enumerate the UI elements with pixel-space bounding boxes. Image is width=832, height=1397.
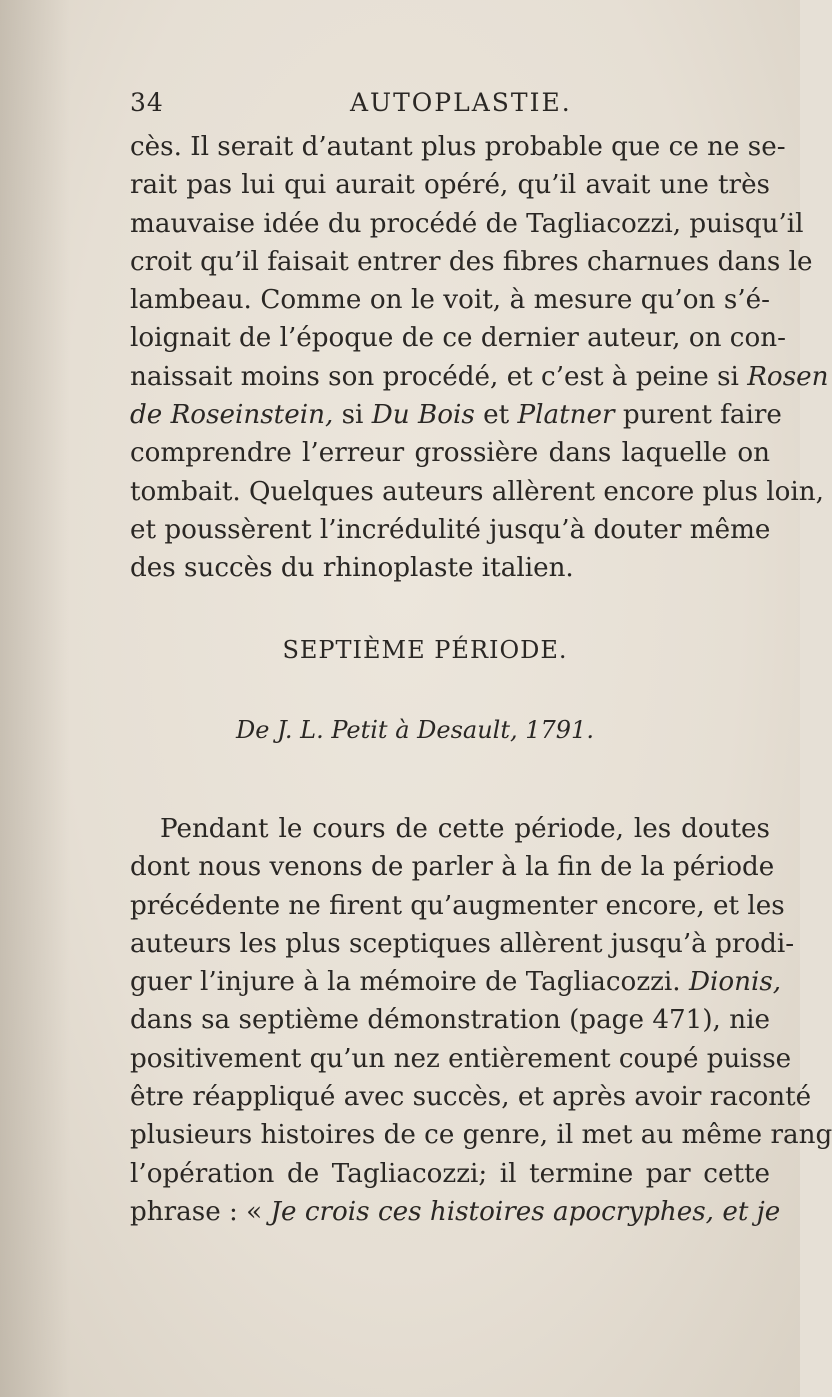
text-line: tombait. Quelques auteurs allèrent encore plus loin, [130,476,824,507]
author-name-italic: Rosen [747,361,829,392]
text-line [130,396,782,434]
text-line [130,358,829,396]
running-title: AUTOPLASTIE. [350,88,572,117]
text-line [130,1193,781,1231]
text-fragment: guer l’injure à la mémoire de Tagliacozzi. [130,967,681,998]
text-line: Pendant le cours de cette période, les doutes [160,814,770,844]
text-fragment: si [341,400,364,431]
author-name-italic: de Roseinstein, [130,400,334,431]
section-subtitle-text: De J. L. Petit à Desault, 1791. [236,716,594,744]
text-line [130,963,782,1001]
quotation-italic: Je crois ces histoires apocryphes, et je [270,1196,781,1227]
text-line: plusieurs histoires de ce genre, il met au même rang [130,1120,832,1151]
text-line: des succès du rhinoplaste italien. [130,553,574,584]
page-gutter-shadow [0,0,70,1397]
text-line: et poussèrent l’incrédulité jusqu’à douter même [130,514,771,545]
text-line: lambeau. Comme on le voit, à mesure qu’on s’é- [130,285,770,316]
text-line: auteurs les plus sceptiques allèrent jusqu’à prodi- [130,928,795,959]
text-fragment: purent faire [622,400,782,431]
text-fragment: et [483,400,510,431]
text-line: être réappliqué avec succès, et après avoir raconté [130,1082,812,1113]
text-line: mauvaise idée du procédé de Tagliacozzi, puisqu’il [130,208,804,239]
section-subtitle [0,716,800,744]
text-fragment: phrase : « [130,1196,263,1227]
page-header [130,88,770,124]
text-line: rait pas lui qui aurait opéré, qu’il avait une très [130,170,770,201]
text-fragment: naissait moins son procédé, et c’est à peine si [130,361,739,392]
section-heading [0,636,800,664]
author-name-italic: Platner [517,400,615,431]
text-line: comprendre l’erreur grossière dans laquelle on [130,438,770,469]
text-line: loignait de l’époque de ce dernier auteur, on con- [130,323,786,354]
text-line: croit qu’il faisait entrer des fibres charnues dans le [130,246,813,277]
page-number: 34 [130,88,164,117]
text-line: positivement qu’un nez entièrement coupé puisse [130,1043,792,1074]
text-line: cès. Il serait d’autant plus probable que ce ne se- [130,132,786,162]
text-line: dont nous venons de parler à la fin de la période [130,852,775,883]
text-line: l’opération de Tagliacozzi; il termine par cette [130,1158,770,1189]
paragraph-continued [130,128,829,588]
section-heading-text: SEPTIÈME PÉRIODE. [282,636,568,664]
author-name-italic: Dionis, [688,967,782,998]
author-name-italic: Du Bois [371,400,475,431]
text-line: précédente ne firent qu’augmenter encore, et les [130,890,785,921]
text-line: dans sa septième démonstration (page 471), nie [130,1005,770,1036]
paragraph-pendant [130,810,832,1231]
